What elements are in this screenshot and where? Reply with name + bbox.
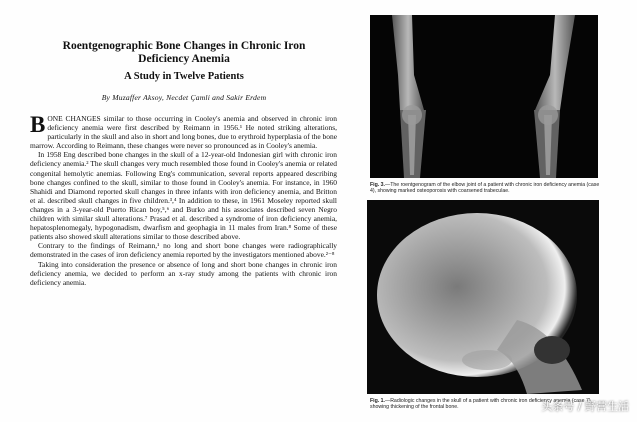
elbow-xray-image <box>370 15 598 178</box>
paragraph-2: In 1958 Eng described bone changes in the skull of a 12-year-old Indonesian girl with chronic iron deficiency anemia.² The skull changes very much resembled those found in Cooley's anemia or related congenital hemolytic anemias. Following Eng's communication, several reports appeared describing bone changes confined to the skull, similar to those found in Cooley's anemia. For instance, in 1960 Shahidi and Diamond reported skull changes in three infants with iron deficiency anemia, and Britton et al. described skull changes in five children.³,⁴ In addition to these, in 1961 Moseley reported skull changes in a 3-year-old Puerto Rican boy,⁵,⁶ and Burko and his associates described seven Negro children with similar skull alterations.⁷ Prasad et al. described a syndrome of iron deficiency anemia, hepatosplenomegaly, hypogonadism, dwarfism and geophagia in 11 males from Iran.⁸ Some of these patients also showed skull alterations similar to those described above. <box>30 150 337 242</box>
lead-words: ONE CHANGES <box>47 114 101 123</box>
figure-3-caption <box>370 182 600 195</box>
article-subtitle: A Study in Twelve Patients <box>124 71 244 82</box>
figure-1-xray-skull <box>367 200 599 394</box>
drop-cap: B <box>30 112 46 137</box>
title-line-2: Deficiency Anemia <box>138 53 230 65</box>
figure-3-xray-elbow <box>370 15 598 178</box>
paragraph-4: Taking into consideration the presence or absence of long and short bone changes in chronic iron deficiency anemia, we decided to perform an x-ray study among the patients with chronic iron deficiency anemia. <box>30 259 337 287</box>
skull-xray-image <box>367 200 599 394</box>
article-body <box>30 114 337 287</box>
title-line-1: Roentgenographic Bone Changes in Chronic Iron <box>62 40 306 52</box>
watermark: 头条号 / 野营生活 <box>541 400 629 413</box>
figure-1-text: —Radiologic changes in the skull of a patient with chronic iron deficiency anemia (case 7), showing thickening of the frontal bone. <box>370 398 593 411</box>
article-authors: By Muzaffer Aksoy, Necdet Çamli and Sakir Erdem <box>101 93 267 102</box>
paragraph-3: Contrary to the findings of Reimann,¹ no long and short bone changes were radiographically demonstrated in the cases of iron deficiency anemia reported by the investigators mentioned above.²⁻⁸ <box>30 241 337 260</box>
figure-3-label: Fig. 3. <box>370 182 385 188</box>
figure-1-label: Fig. 1. <box>370 398 385 404</box>
article-title <box>38 40 330 66</box>
paragraph-1 <box>30 114 337 150</box>
figure-3-text: —The roentgenogram of the elbow joint of a patient with chronic iron deficiency anemia (case 4), showing marked osteoporosis with coarsened trabeculae. <box>370 182 600 195</box>
paragraph-1-text: similar to those occurring in Cooley's anemia and observed in chronic iron deficiency anemia were first described by Reimann in 1956.¹ He noted striking alterations, particularly in the skull and also in short and long bones, due to erythroid hyperplasia of the bone marrow. According to Reimann, these changes were never so pronounced as in Cooley's anemia. <box>30 114 337 151</box>
